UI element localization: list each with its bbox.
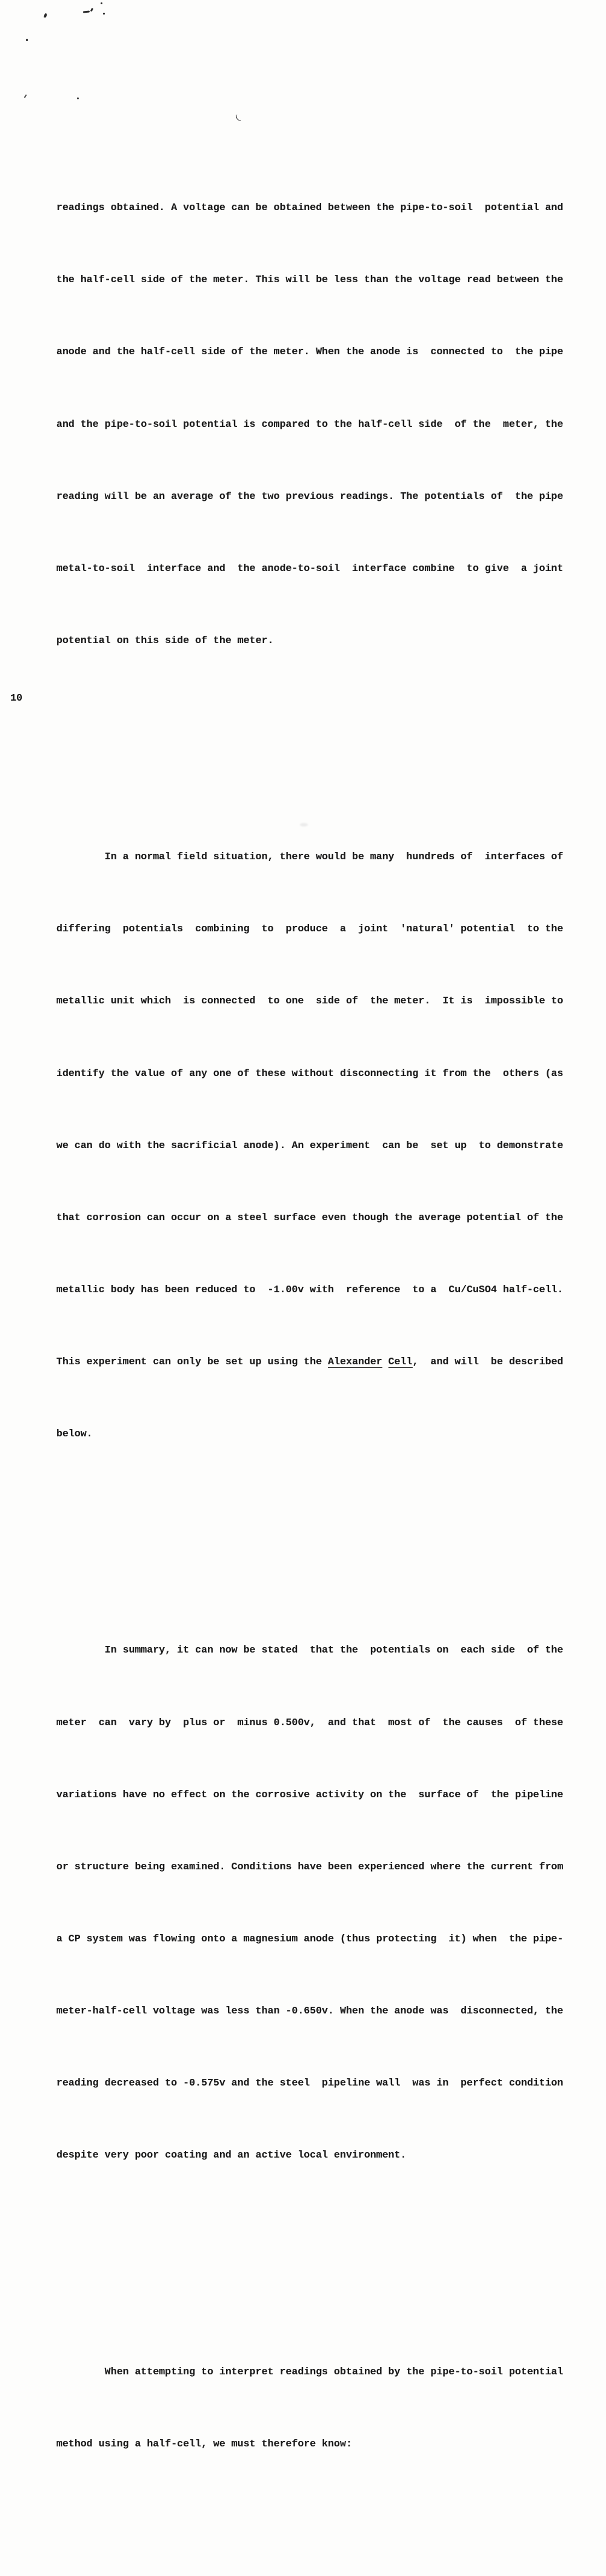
underlined-term: Alexander <box>328 1355 382 1367</box>
scan-speck <box>103 13 105 15</box>
text-line: reading will be an average of the two previous readings. The potentials of the pipe <box>56 490 564 502</box>
text-line: metallic unit which is connected to one side of the meter. It is impossible to <box>56 995 564 1007</box>
text-line: or structure being examined. Conditions have been experienced where the current from <box>56 1860 564 1872</box>
text-line: When attempting to interpret readings obtained by the pipe-to-soil potential <box>56 2365 564 2377</box>
page-text <box>56 51 564 2576</box>
paragraph <box>56 797 564 1494</box>
text-line: method using a half-cell, we must therefore know: <box>56 2437 352 2449</box>
paragraph <box>56 148 564 701</box>
text-line: readings obtained. A voltage can be obtained between the pipe-to-soil potential and <box>56 202 564 214</box>
text-line-with-underline <box>56 1350 564 1374</box>
text-segment <box>382 1356 388 1367</box>
text-line: below. <box>56 1428 93 1440</box>
page-number: 10 <box>10 692 22 704</box>
text-line: despite very poor coating and an active local environment. <box>56 2149 407 2161</box>
text-line: that corrosion can occur on a steel surface even though the average potential of the <box>56 1211 564 1223</box>
scan-speck <box>26 39 28 41</box>
text-segment: , and will be described <box>412 1355 564 1367</box>
text-line: potential on this side of the meter. <box>56 634 274 646</box>
text-line: differing potentials combining to produce a joint 'natural' potential to the <box>56 923 564 935</box>
text-line: reading decreased to -0.575v and the steel pipeline wall was in perfect condition <box>56 2077 564 2089</box>
text-line: anode and the half-cell side of the meter. When the anode is connected to the pipe <box>56 346 564 358</box>
scan-speck <box>77 97 79 99</box>
underlined-term: Cell <box>388 1355 413 1367</box>
scan-pen-mark <box>90 8 93 12</box>
scan-smudge <box>300 823 308 827</box>
text-line: meter can vary by plus or minus 0.500v, and that most of the causes of these <box>56 1716 564 1728</box>
text-line: we can do with the sacrificial anode). An experiment can be set up to demonstrate <box>56 1139 564 1151</box>
paragraph <box>56 2311 564 2504</box>
text-line: In a normal field situation, there would be many hundreds of interfaces of <box>56 851 564 863</box>
text-line: metallic body has been reduced to -1.00v with reference to a Cu/CuSO4 half-cell. <box>56 1283 564 1295</box>
scan-speck <box>24 94 27 98</box>
scan-speck <box>101 2 102 4</box>
text-segment: This experiment can only be set up using the <box>56 1355 328 1367</box>
text-line: variations have no effect on the corrosive activity on the surface of the pipeline <box>56 1788 564 1800</box>
text-line: the half-cell side of the meter. This will be less than the voltage read between the <box>56 274 564 286</box>
text-line: metal-to-soil interface and the anode-to-soil interface combine to give a joint <box>56 562 564 574</box>
text-line: identify the value of any one of these without disconnecting it from the others (as <box>56 1067 564 1079</box>
text-line: meter-half-cell voltage was less than -0.650v. When the anode was disconnected, the <box>56 2004 564 2016</box>
text-line: In summary, it can now be stated that the potentials on each side of the <box>56 1644 564 1656</box>
text-line: a CP system was flowing onto a magnesium anode (thus protecting it) when the pipe- <box>56 1932 564 1944</box>
text-line: and the pipe-to-soil potential is compared to the half-cell side of the meter, the <box>56 418 564 430</box>
scan-pen-mark <box>83 10 90 13</box>
paragraph <box>56 1590 564 2215</box>
scan-speck <box>44 13 47 18</box>
